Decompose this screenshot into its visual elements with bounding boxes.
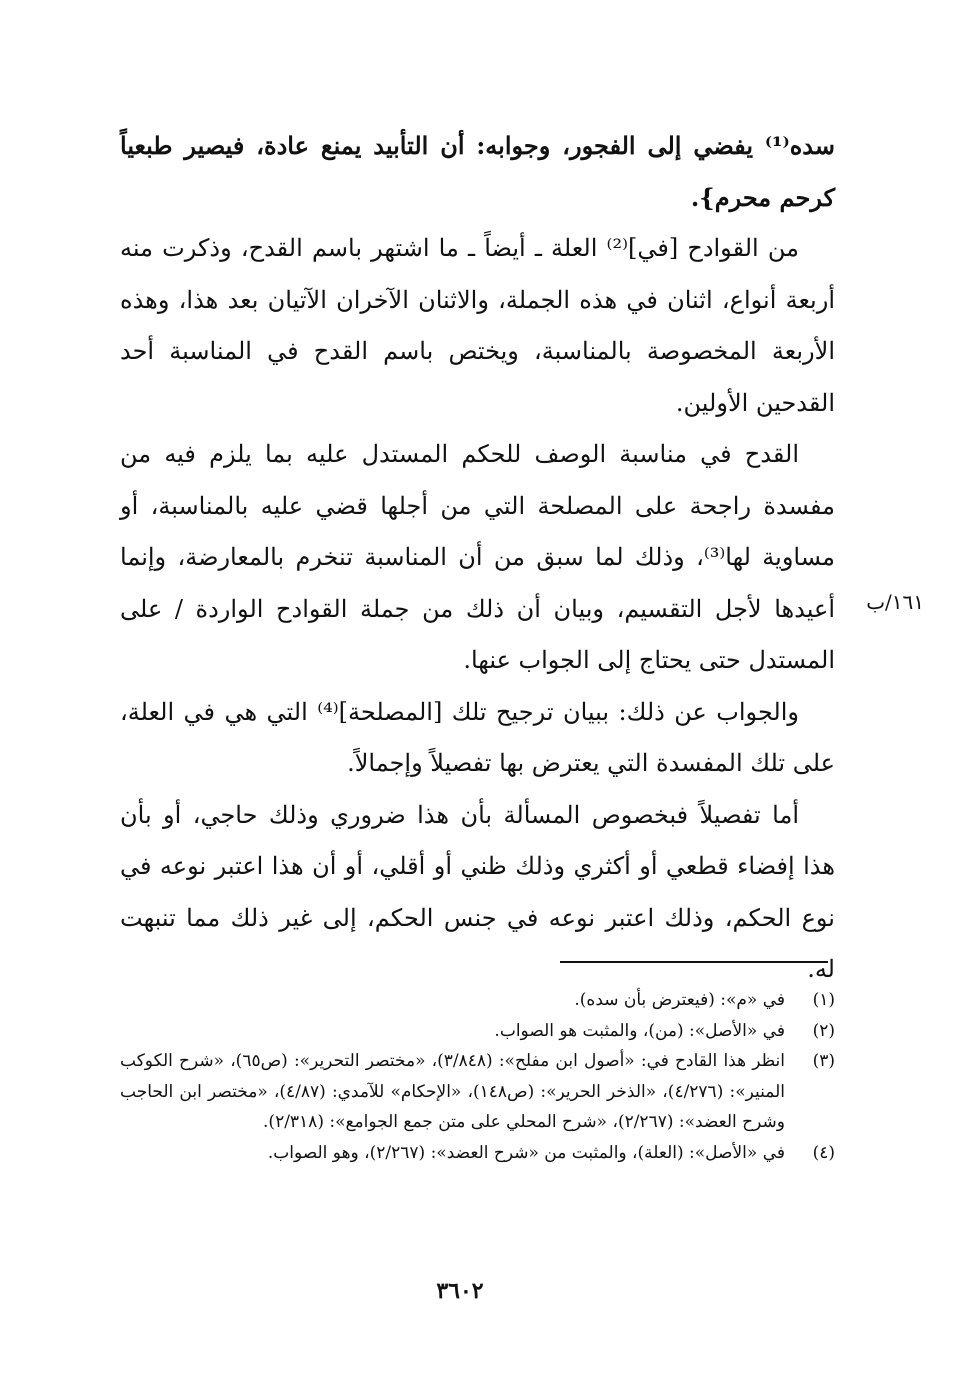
footnote-item bbox=[120, 1046, 835, 1138]
main-text bbox=[120, 120, 835, 996]
footnote-text: في «الأصل»: (من)، والمثبت هو الصواب. bbox=[494, 1020, 785, 1041]
paragraph-5: أما تفصيلاً فبخصوص المسألة بأن هذا ضروري وذلك حاجي، أو بأن هذا إفضاء قطعي أو أكثري وذلك ظني أو أقلي، أو أن هذا اعتبر نوعه في نوع الحكم، وذلك اعتبر نوعه في جنس الحكم، إلى غير ذلك مما تنبهت له. bbox=[120, 800, 835, 983]
footnote-number: (١) bbox=[812, 990, 835, 1010]
footnote-separator bbox=[560, 961, 828, 963]
paragraph-2: من القوادح [في]⁽²⁾ العلة ـ أيضاً ـ ما اشتهر باسم القدح، وذكرت منه أربعة أنواع، اثنان في هذه الجملة، والاثنان الآخران الآتيان بعد هذا، وهذه الأربعة المخصوصة بالمناسبة، ويختص باسم القدح في المناسبة أحد القدحين الأولين. bbox=[120, 234, 835, 417]
page-number: ٣٦٠٢ bbox=[436, 1278, 484, 1304]
footnote-text: انظر هذا القادح في: «أصول ابن مفلح»: (٣/٨٤٨)، «مختصر التحرير»: (ص٦٥)، «شرح الكوكب المنير»: (٤/٢٧٦)، «الذخر الحرير»: (ص١٤٨)، «الإحكام» للآمدي: (٤/٨٧)، «مختصر ابن الحاجب وشرح العضد»: (٢/٢٦٧)، «شرح المحلي على متن جمع الجوامع»: (٢/٣١٨). bbox=[120, 1051, 786, 1132]
paragraph-4: والجواب عن ذلك: ببيان ترجيح تلك [المصلحة]⁽⁴⁾ التي هي في العلة، على تلك المفسدة التي يعترض بها تفصيلاً وإجمالاً. bbox=[120, 697, 835, 777]
footnote-item bbox=[120, 985, 835, 1016]
footnote-item bbox=[120, 1016, 835, 1047]
footnote-text: في «م»: (فيعترض بأن سده). bbox=[574, 990, 785, 1010]
paragraph-1: سده⁽¹⁾ يفضي إلى الفجور، وجوابه: أن التأبيد يمنع عادة، فيصير طبعياً كرحم محرم}. bbox=[120, 131, 835, 212]
footnote-number: (٤) bbox=[812, 1142, 835, 1163]
footnote-number: (٢) bbox=[812, 1020, 835, 1041]
manuscript-folio-marker: ١٦١/ب bbox=[866, 590, 924, 614]
footnote-item bbox=[120, 1138, 835, 1169]
footnotes bbox=[120, 985, 835, 1168]
paragraph-3: القدح في مناسبة الوصف للحكم المستدل عليه بما يلزم فيه من مفسدة راجحة على المصلحة التي من أجلها قضي عليه بالمناسبة، أو مساوية لها⁽³⁾، وذلك لما سبق من أن المناسبة تنخرم بالمعارضة، وإنما أعيدها لأجل التقسيم، وبيان أن ذلك من جملة القوادح الواردة / على المستدل حتى يحتاج إلى الجواب عنها. bbox=[120, 440, 835, 674]
footnote-number: (٣) bbox=[812, 1051, 835, 1071]
footnote-text: في «الأصل»: (العلة)، والمثبت من «شرح العضد»: (٢/٢٦٧)، وهو الصواب. bbox=[267, 1142, 785, 1163]
